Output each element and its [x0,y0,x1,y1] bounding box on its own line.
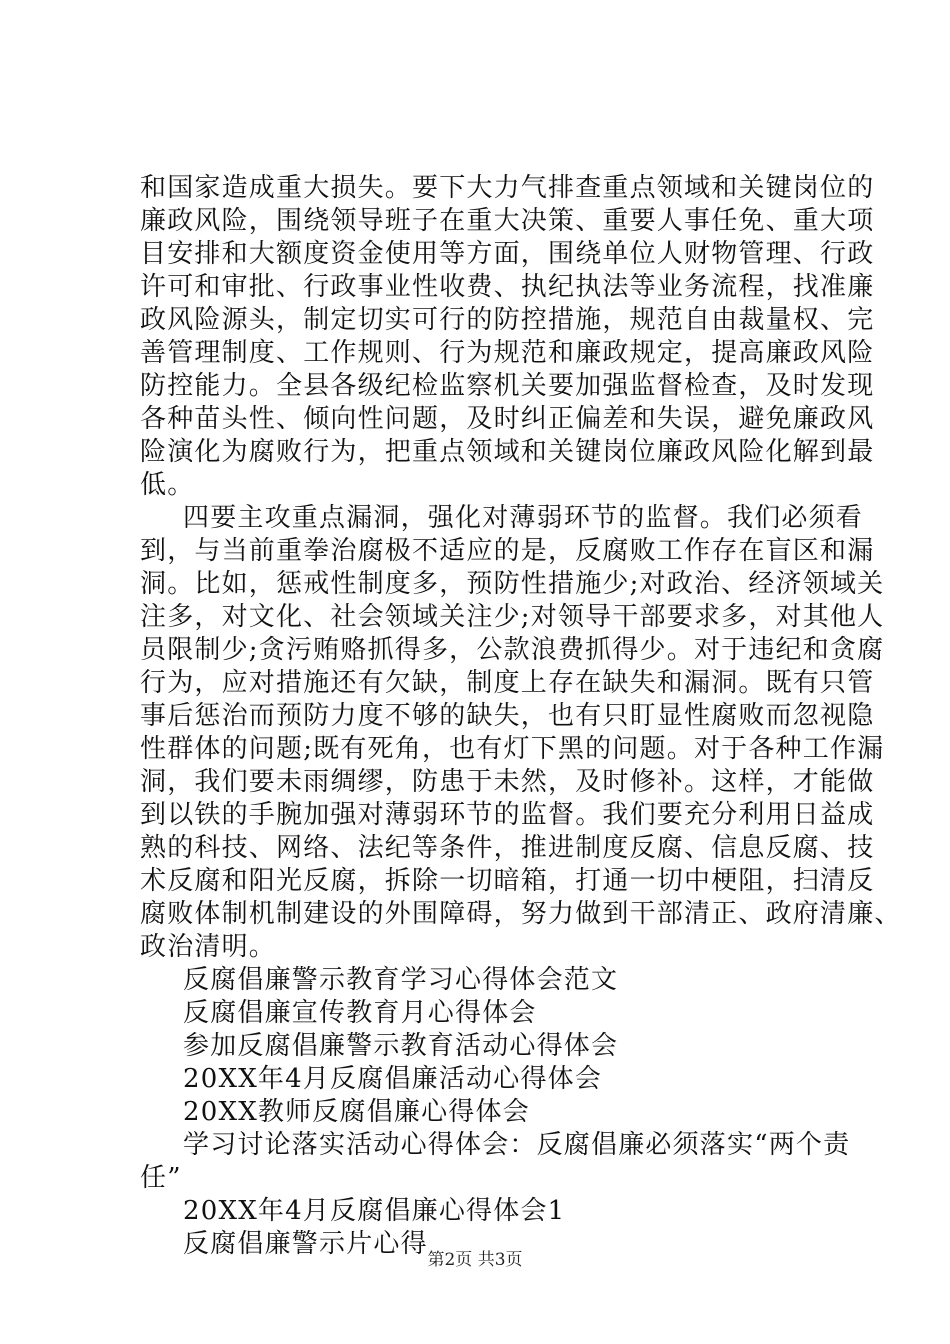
text-line: 政风险源头，制定切实可行的防控措施，规范自由裁量权、完 [140,305,875,335]
text-line: 险演化为腐败行为，把重点领域和关键岗位廉政风险化解到最 [140,437,875,467]
related-article-link[interactable]: 反腐倡廉宣传教育月心得体会 [183,998,537,1028]
text-line: 和国家造成重大损失。要下大力气排查重点领域和关键岗位的 [140,173,875,203]
text-line: 性群体的问题;既有死角，也有灯下黑的问题。对于各种工作漏 [140,734,885,764]
paragraph-1 [140,172,875,502]
text-line: 善管理制度、工作规则、行为规范和廉政规定，提高廉政风险 [140,338,875,368]
related-article-link[interactable]: 参加反腐倡廉警示教育活动心得体会 [183,1031,619,1061]
text-line: 熟的科技、网络、法纪等条件，推进制度反腐、信息反腐、技 [140,833,875,863]
related-article-link[interactable]: 反腐倡廉警示教育学习心得体会范文 [183,965,619,995]
text-line: 低。 [140,470,195,500]
text-line: 到以铁的手腕加强对薄弱环节的监督。我们要充分利用日益成 [140,800,875,830]
related-article-link-continuation[interactable]: 任” [140,1163,182,1193]
text-line: 注多，对文化、社会领域关注少;对领导干部要求多，对其他人 [140,602,885,632]
related-article-link[interactable]: 反腐倡廉警示片心得 [183,1229,428,1259]
text-line: 洞，我们要未雨绸缪，防患于未然，及时修补。这样，才能做 [140,767,875,797]
text-line: 员限制少;贪污贿赂抓得多，公款浪费抓得少。对于违纪和贪腐 [140,635,885,665]
text-line: 政治清明。 [140,932,277,962]
related-article-link[interactable]: 20XX年4月反腐倡廉活动心得体会 [183,1064,603,1094]
text-line: 到，与当前重拳治腐极不适应的是，反腐败工作存在盲区和漏 [140,536,875,566]
text-line: 许可和审批、行政事业性收费、执纪执法等业务流程，找准廉 [140,272,875,302]
text-line: 事后惩治而预防力度不够的缺失，也有只盯显性腐败而忽视隐 [140,701,875,731]
related-article-link[interactable]: 20XX教师反腐倡廉心得体会 [183,1097,530,1127]
related-articles-list [140,964,851,1261]
text-line: 术反腐和阳光反腐，拆除一切暗箱，打通一切中梗阻，扫清反 [140,866,875,896]
text-line: 四要主攻重点漏洞，强化对薄弱环节的监督。我们必须看 [183,503,864,533]
related-article-link[interactable]: 学习讨论落实活动心得体会：反腐倡廉必须落实“两个责 [183,1130,851,1160]
document-body [140,172,902,1261]
text-line: 防控能力。全县各级纪检监察机关要加强监督检查，及时发现 [140,371,875,401]
text-line: 各种苗头性、倾向性问题，及时纠正偏差和失误，避免廉政风 [140,404,875,434]
page-number-footer: 第2页 共3页 [427,1250,523,1270]
text-line: 行为，应对措施还有欠缺，制度上存在缺失和漏洞。既有只管 [140,668,875,698]
text-line: 目安排和大额度资金使用等方面，围绕单位人财物管理、行政 [140,239,875,269]
paragraph-2 [140,502,902,964]
text-line: 洞。比如，惩戒性制度多，预防性措施少;对政治、经济领域关 [140,569,885,599]
text-line: 腐败体制机制建设的外围障碍，努力做到干部清正、政府清廉、 [140,899,902,929]
text-line: 廉政风险，围绕领导班子在重大决策、重要人事任免、重大项 [140,206,875,236]
related-article-link[interactable]: 20XX年4月反腐倡廉心得体会1 [183,1196,566,1226]
